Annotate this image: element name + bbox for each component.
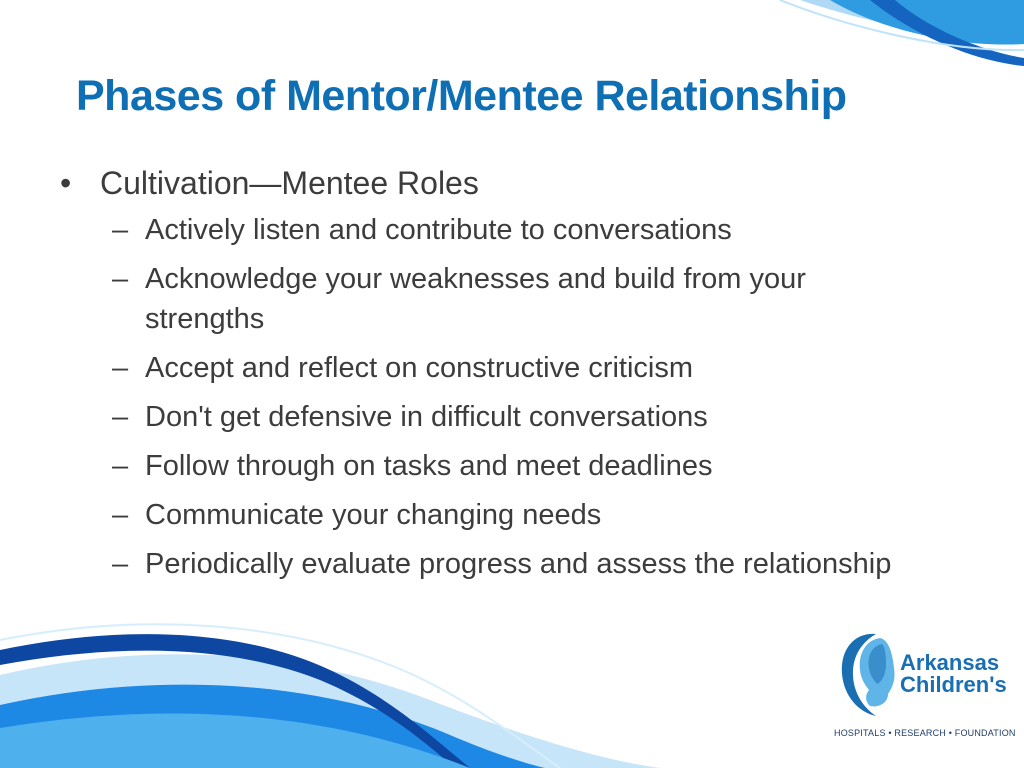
sub-bullet bbox=[60, 446, 925, 486]
dash-marker: – bbox=[112, 450, 129, 483]
bullet-marker: • bbox=[60, 165, 72, 201]
sub-bullet-list bbox=[60, 210, 940, 584]
child-silhouette-icon bbox=[836, 628, 902, 720]
sub-bullet-text: Accept and reflect on constructive criticism bbox=[145, 352, 693, 385]
slide-content bbox=[60, 164, 940, 593]
sub-bullet-text: Communicate your changing needs bbox=[145, 499, 602, 532]
dash-marker: – bbox=[112, 548, 129, 581]
sub-bullet bbox=[60, 495, 925, 535]
dash-marker: – bbox=[112, 214, 129, 247]
sub-bullet-text: Actively listen and contribute to conversations bbox=[145, 214, 732, 247]
dash-marker: – bbox=[112, 263, 129, 296]
logo-text-line2: Children's bbox=[900, 672, 1007, 697]
top-wave-mid bbox=[830, 0, 1024, 45]
logo-text-line1: Arkansas bbox=[900, 650, 1000, 675]
sub-bullet-text: Follow through on tasks and meet deadlines bbox=[145, 450, 713, 483]
sub-bullet-text: Acknowledge your weaknesses and build from your strengths bbox=[145, 263, 806, 336]
logo-tagline: HOSPITALS • RESEARCH • FOUNDATION bbox=[834, 728, 1016, 738]
sub-bullet bbox=[60, 259, 925, 339]
sub-bullet bbox=[60, 544, 925, 584]
sub-bullet bbox=[60, 397, 925, 437]
arkansas-childrens-logo bbox=[832, 628, 1016, 748]
sub-bullet-text: Don't get defensive in difficult conversations bbox=[145, 401, 708, 434]
sub-bullet-text: Periodically evaluate progress and assess the relationship bbox=[145, 548, 892, 581]
main-bullet-text: Cultivation—Mentee Roles bbox=[100, 165, 479, 201]
slide-title: Phases of Mentor/Mentee Relationship bbox=[76, 72, 847, 120]
dash-marker: – bbox=[112, 401, 129, 434]
dash-marker: – bbox=[112, 499, 129, 532]
sub-bullet bbox=[60, 348, 925, 388]
dash-marker: – bbox=[112, 352, 129, 385]
sub-bullet bbox=[60, 210, 925, 250]
main-bullet bbox=[60, 164, 940, 202]
